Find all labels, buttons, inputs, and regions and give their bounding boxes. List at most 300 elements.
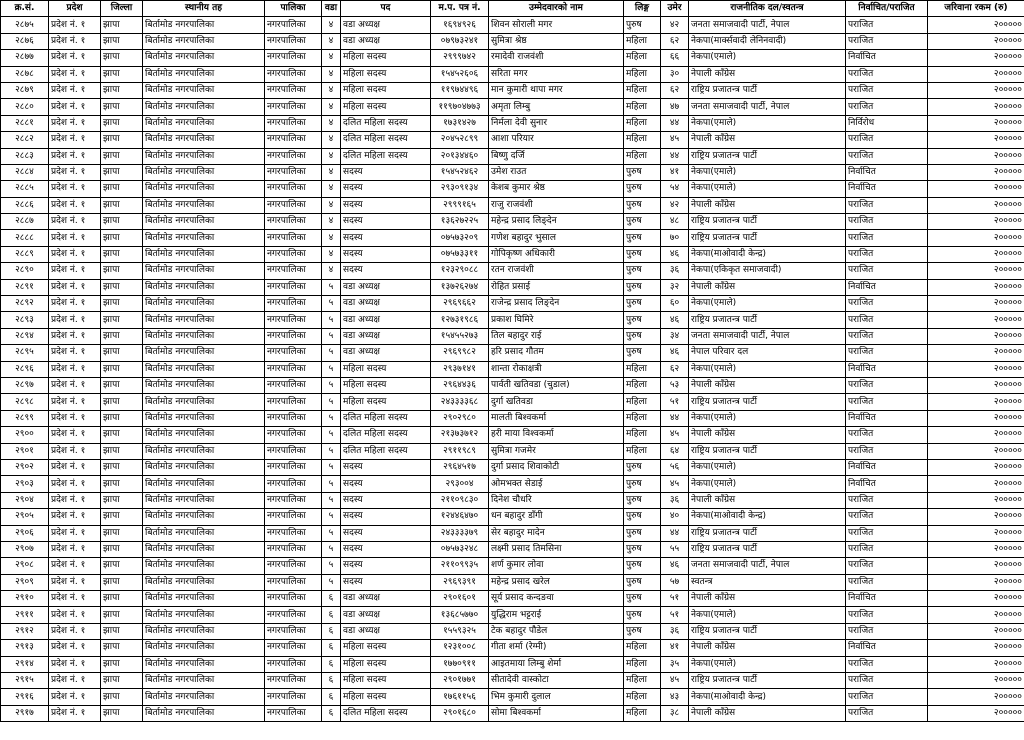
table-row bbox=[1, 656, 1024, 672]
cell-municipality-type: नगरपालिका bbox=[265, 476, 322, 492]
cell-party: जनता समाजवादी पार्टी, नेपाल bbox=[689, 328, 846, 344]
cell-post: वडा अध्यक्ष bbox=[341, 33, 431, 49]
cell-party: नेकपा(एमाले) bbox=[689, 164, 846, 180]
cell-fine-amount: २००००० bbox=[928, 132, 1024, 148]
cell-municipality-type: नगरपालिका bbox=[265, 230, 322, 246]
table-row bbox=[1, 132, 1024, 148]
cell-candidate-name: गीता शर्मा (रेग्मी) bbox=[489, 640, 624, 656]
table-row bbox=[1, 427, 1024, 443]
table-row bbox=[1, 459, 1024, 475]
cell-age: ३६ bbox=[661, 263, 689, 279]
cell-province: प्रदेश नं. १ bbox=[49, 443, 101, 459]
cell-party: राष्ट्रिय प्रजातन्त्र पार्टी bbox=[689, 673, 846, 689]
cell-result: पराजित bbox=[846, 230, 928, 246]
cell-gender: महिला bbox=[624, 99, 661, 115]
cell-ward: ६ bbox=[322, 591, 341, 607]
cell-ward: ५ bbox=[322, 492, 341, 508]
cell-result: पराजित bbox=[846, 689, 928, 705]
cell-post: सदस्य bbox=[341, 509, 431, 525]
table-row bbox=[1, 705, 1024, 721]
cell-district: झापा bbox=[101, 377, 143, 393]
cell-party: नेकपा(माओवादी केन्द्र) bbox=[689, 509, 846, 525]
table-row bbox=[1, 443, 1024, 459]
header-party: राजनीतिक दल/स्वतन्त्र bbox=[689, 1, 846, 17]
cell-result: पराजित bbox=[846, 345, 928, 361]
cell-ward: ४ bbox=[322, 132, 341, 148]
cell-ward: ५ bbox=[322, 296, 341, 312]
cell-gender: पुरुष bbox=[624, 312, 661, 328]
cell-age: ४५ bbox=[661, 673, 689, 689]
cell-local-level: बिर्तामोड नगरपालिका bbox=[143, 623, 265, 639]
cell-age: ५१ bbox=[661, 394, 689, 410]
cell-district: झापा bbox=[101, 230, 143, 246]
cell-municipality-type: नगरपालिका bbox=[265, 312, 322, 328]
cell-province: प्रदेश नं. १ bbox=[49, 377, 101, 393]
cell-age: ४२ bbox=[661, 197, 689, 213]
cell-ward: ४ bbox=[322, 263, 341, 279]
cell-age: ४१ bbox=[661, 164, 689, 180]
cell-candidate-name: दिनेश चौधरि bbox=[489, 492, 624, 508]
cell-province: प्रदेश नं. १ bbox=[49, 345, 101, 361]
header-serial-no: क्र.सं. bbox=[1, 1, 49, 17]
cell-ward: ५ bbox=[322, 345, 341, 361]
cell-province: प्रदेश नं. १ bbox=[49, 410, 101, 426]
cell-province: प्रदेश नं. १ bbox=[49, 115, 101, 131]
cell-province: प्रदेश नं. १ bbox=[49, 574, 101, 590]
cell-serial-no: २९०१ bbox=[1, 443, 49, 459]
cell-candidate-name: गोपिकृष्ण अधिकारी bbox=[489, 246, 624, 262]
cell-candidate-name: आइतमाया लिम्बु शेर्मा bbox=[489, 656, 624, 672]
cell-municipality-type: नगरपालिका bbox=[265, 361, 322, 377]
cell-gender: महिला bbox=[624, 410, 661, 426]
cell-candidate-name: दुर्गा खतिवडा bbox=[489, 394, 624, 410]
cell-province: प्रदेश नं. १ bbox=[49, 246, 101, 262]
table-row bbox=[1, 50, 1024, 66]
cell-post: दलित महिला सदस्य bbox=[341, 148, 431, 164]
cell-age: ६६ bbox=[661, 50, 689, 66]
cell-province: प्रदेश नं. १ bbox=[49, 99, 101, 115]
cell-post: वडा अध्यक्ष bbox=[341, 623, 431, 639]
cell-serial-no: २९१४ bbox=[1, 656, 49, 672]
cell-municipality-type: नगरपालिका bbox=[265, 214, 322, 230]
cell-candidate-name: शान्ता रोकाक्षत्री bbox=[489, 361, 624, 377]
header-district: जिल्ला bbox=[101, 1, 143, 17]
cell-province: प्रदेश नं. १ bbox=[49, 296, 101, 312]
table-row bbox=[1, 345, 1024, 361]
cell-province: प्रदेश नं. १ bbox=[49, 640, 101, 656]
cell-gender: पुरुष bbox=[624, 459, 661, 475]
cell-voter-id: २९३०९१३४ bbox=[431, 181, 489, 197]
cell-post: महिला सदस्य bbox=[341, 50, 431, 66]
cell-municipality-type: नगरपालिका bbox=[265, 509, 322, 525]
cell-age: ४० bbox=[661, 509, 689, 525]
cell-ward: ६ bbox=[322, 623, 341, 639]
cell-ward: ४ bbox=[322, 82, 341, 98]
cell-local-level: बिर्तामोड नगरपालिका bbox=[143, 476, 265, 492]
cell-local-level: बिर्तामोड नगरपालिका bbox=[143, 214, 265, 230]
cell-fine-amount: २००००० bbox=[928, 361, 1024, 377]
cell-ward: ५ bbox=[322, 394, 341, 410]
cell-province: प्रदेश नं. १ bbox=[49, 427, 101, 443]
cell-ward: ४ bbox=[322, 50, 341, 66]
cell-party: नेकपा(एमाले) bbox=[689, 296, 846, 312]
cell-province: प्रदेश नं. १ bbox=[49, 66, 101, 82]
cell-post: वडा अध्यक्ष bbox=[341, 296, 431, 312]
cell-province: प्रदेश नं. १ bbox=[49, 197, 101, 213]
cell-local-level: बिर्तामोड नगरपालिका bbox=[143, 377, 265, 393]
header-post: पद bbox=[341, 1, 431, 17]
cell-result: पराजित bbox=[846, 328, 928, 344]
cell-candidate-name: बिष्णु दर्जि bbox=[489, 148, 624, 164]
cell-local-level: बिर्तामोड नगरपालिका bbox=[143, 164, 265, 180]
cell-gender: महिला bbox=[624, 50, 661, 66]
cell-district: झापा bbox=[101, 99, 143, 115]
cell-gender: पुरुष bbox=[624, 17, 661, 33]
cell-result: निर्वाचित bbox=[846, 591, 928, 607]
cell-gender: महिला bbox=[624, 394, 661, 410]
cell-local-level: बिर्तामोड नगरपालिका bbox=[143, 558, 265, 574]
cell-post: दलित महिला सदस्य bbox=[341, 443, 431, 459]
cell-fine-amount: २००००० bbox=[928, 115, 1024, 131]
cell-gender: महिला bbox=[624, 33, 661, 49]
cell-ward: ४ bbox=[322, 164, 341, 180]
cell-post: सदस्य bbox=[341, 214, 431, 230]
cell-voter-id: २९६४५१७ bbox=[431, 459, 489, 475]
cell-post: सदस्य bbox=[341, 459, 431, 475]
cell-post: वडा अध्यक्ष bbox=[341, 312, 431, 328]
cell-district: झापा bbox=[101, 50, 143, 66]
cell-gender: पुरुष bbox=[624, 525, 661, 541]
table-row bbox=[1, 558, 1024, 574]
cell-province: प्रदेश नं. १ bbox=[49, 623, 101, 639]
cell-post: महिला सदस्य bbox=[341, 361, 431, 377]
cell-serial-no: २८७५ bbox=[1, 17, 49, 33]
cell-serial-no: २९१६ bbox=[1, 689, 49, 705]
cell-fine-amount: २००००० bbox=[928, 164, 1024, 180]
cell-serial-no: २९१७ bbox=[1, 705, 49, 721]
cell-age: ४५ bbox=[661, 476, 689, 492]
cell-ward: ५ bbox=[322, 525, 341, 541]
cell-serial-no: २९१० bbox=[1, 591, 49, 607]
table-row bbox=[1, 623, 1024, 639]
cell-fine-amount: २००००० bbox=[928, 705, 1024, 721]
cell-municipality-type: नगरपालिका bbox=[265, 328, 322, 344]
cell-voter-id: २४३३३३७९ bbox=[431, 525, 489, 541]
cell-ward: ६ bbox=[322, 705, 341, 721]
cell-province: प्रदेश नं. १ bbox=[49, 607, 101, 623]
cell-candidate-name: राजेन्द्र प्रसाद लिङ्देन bbox=[489, 296, 624, 312]
cell-age: ४८ bbox=[661, 214, 689, 230]
cell-candidate-name: आशा परियार bbox=[489, 132, 624, 148]
cell-post: महिला सदस्य bbox=[341, 66, 431, 82]
cell-party: राष्ट्रिय प्रजातन्त्र पार्टी bbox=[689, 214, 846, 230]
cell-candidate-name: गणेश बहादुर भुसाल bbox=[489, 230, 624, 246]
cell-municipality-type: नगरपालिका bbox=[265, 394, 322, 410]
cell-age: ४५ bbox=[661, 132, 689, 148]
cell-gender: पुरुष bbox=[624, 623, 661, 639]
cell-party: नेकपा(एकिकृत समाजवादी) bbox=[689, 263, 846, 279]
cell-age: ५१ bbox=[661, 591, 689, 607]
cell-municipality-type: नगरपालिका bbox=[265, 443, 322, 459]
cell-result: निर्वाचित bbox=[846, 181, 928, 197]
cell-local-level: बिर्तामोड नगरपालिका bbox=[143, 607, 265, 623]
cell-voter-id: २९०१६०१ bbox=[431, 591, 489, 607]
cell-province: प्रदेश नं. १ bbox=[49, 82, 101, 98]
cell-province: प्रदेश नं. १ bbox=[49, 492, 101, 508]
cell-result: पराजित bbox=[846, 427, 928, 443]
cell-voter-id: ०७५७३२०९ bbox=[431, 230, 489, 246]
cell-fine-amount: २००००० bbox=[928, 296, 1024, 312]
cell-age: ३६ bbox=[661, 623, 689, 639]
cell-serial-no: २८७६ bbox=[1, 33, 49, 49]
cell-candidate-name: ओमभक्त सेडाई bbox=[489, 476, 624, 492]
cell-province: प्रदेश नं. १ bbox=[49, 17, 101, 33]
cell-province: प्रदेश नं. १ bbox=[49, 705, 101, 721]
cell-age: ५७ bbox=[661, 574, 689, 590]
cell-local-level: बिर्तामोड नगरपालिका bbox=[143, 574, 265, 590]
cell-serial-no: २९१२ bbox=[1, 623, 49, 639]
cell-ward: ४ bbox=[322, 99, 341, 115]
cell-district: झापा bbox=[101, 492, 143, 508]
cell-serial-no: २९०२ bbox=[1, 459, 49, 475]
cell-gender: पुरुष bbox=[624, 230, 661, 246]
cell-fine-amount: २००००० bbox=[928, 427, 1024, 443]
cell-municipality-type: नगरपालिका bbox=[265, 66, 322, 82]
cell-gender: महिला bbox=[624, 132, 661, 148]
cell-post: महिला सदस्य bbox=[341, 394, 431, 410]
cell-province: प्रदेश नं. १ bbox=[49, 361, 101, 377]
cell-candidate-name: रोहित प्रसाई bbox=[489, 279, 624, 295]
cell-result: पराजित bbox=[846, 377, 928, 393]
cell-post: दलित महिला सदस्य bbox=[341, 132, 431, 148]
cell-voter-id: २९६९३९१ bbox=[431, 574, 489, 590]
cell-party: जनता समाजवादी पार्टी, नेपाल bbox=[689, 558, 846, 574]
cell-local-level: बिर्तामोड नगरपालिका bbox=[143, 115, 265, 131]
cell-fine-amount: २००००० bbox=[928, 279, 1024, 295]
cell-post: दलित महिला सदस्य bbox=[341, 427, 431, 443]
cell-province: प्रदेश नं. १ bbox=[49, 525, 101, 541]
cell-local-level: बिर्तामोड नगरपालिका bbox=[143, 361, 265, 377]
cell-gender: महिला bbox=[624, 148, 661, 164]
cell-result: पराजित bbox=[846, 148, 928, 164]
cell-district: झापा bbox=[101, 263, 143, 279]
cell-party: राष्ट्रिय प्रजातन्त्र पार्टी bbox=[689, 541, 846, 557]
cell-age: ४७ bbox=[661, 99, 689, 115]
cell-serial-no: २९०८ bbox=[1, 558, 49, 574]
cell-district: झापा bbox=[101, 312, 143, 328]
cell-result: निर्वाचित bbox=[846, 164, 928, 180]
cell-fine-amount: २००००० bbox=[928, 443, 1024, 459]
cell-fine-amount: २००००० bbox=[928, 640, 1024, 656]
cell-serial-no: २८९९ bbox=[1, 410, 49, 426]
cell-district: झापा bbox=[101, 82, 143, 98]
cell-gender: महिला bbox=[624, 705, 661, 721]
cell-age: ३८ bbox=[661, 705, 689, 721]
cell-gender: पुरुष bbox=[624, 476, 661, 492]
cell-ward: ४ bbox=[322, 230, 341, 246]
cell-post: महिला सदस्य bbox=[341, 689, 431, 705]
cell-party: जनता समाजवादी पार्टी, नेपाल bbox=[689, 17, 846, 33]
cell-district: झापा bbox=[101, 33, 143, 49]
cell-municipality-type: नगरपालिका bbox=[265, 525, 322, 541]
cell-local-level: बिर्तामोड नगरपालिका bbox=[143, 509, 265, 525]
table-row bbox=[1, 541, 1024, 557]
cell-municipality-type: नगरपालिका bbox=[265, 345, 322, 361]
cell-municipality-type: नगरपालिका bbox=[265, 17, 322, 33]
table-row bbox=[1, 17, 1024, 33]
cell-fine-amount: २००००० bbox=[928, 394, 1024, 410]
cell-ward: ५ bbox=[322, 410, 341, 426]
cell-gender: पुरुष bbox=[624, 345, 661, 361]
cell-post: महिला सदस्य bbox=[341, 656, 431, 672]
cell-province: प्रदेश नं. १ bbox=[49, 459, 101, 475]
cell-gender: पुरुष bbox=[624, 164, 661, 180]
cell-age: ४४ bbox=[661, 525, 689, 541]
cell-municipality-type: नगरपालिका bbox=[265, 246, 322, 262]
cell-province: प्रदेश नं. १ bbox=[49, 394, 101, 410]
cell-ward: ६ bbox=[322, 689, 341, 705]
cell-voter-id: १२३२९०८८ bbox=[431, 263, 489, 279]
cell-post: दलित महिला सदस्य bbox=[341, 115, 431, 131]
cell-municipality-type: नगरपालिका bbox=[265, 410, 322, 426]
table-row bbox=[1, 246, 1024, 262]
cell-party: नेकपा(एमाले) bbox=[689, 459, 846, 475]
cell-province: प्रदेश नं. १ bbox=[49, 656, 101, 672]
cell-municipality-type: नगरपालिका bbox=[265, 132, 322, 148]
cell-district: झापा bbox=[101, 345, 143, 361]
cell-voter-id: ०७९७३२४१ bbox=[431, 33, 489, 49]
cell-voter-id: ०७५७३२४८ bbox=[431, 541, 489, 557]
cell-candidate-name: प्रकाश घिमिरे bbox=[489, 312, 624, 328]
cell-local-level: बिर्तामोड नगरपालिका bbox=[143, 640, 265, 656]
cell-gender: पुरुष bbox=[624, 296, 661, 312]
cell-voter-id: २९६४४३६ bbox=[431, 377, 489, 393]
cell-post: सदस्य bbox=[341, 263, 431, 279]
cell-fine-amount: २००००० bbox=[928, 574, 1024, 590]
header-gender: लिङ्ग bbox=[624, 1, 661, 17]
cell-municipality-type: नगरपालिका bbox=[265, 82, 322, 98]
cell-serial-no: २८९३ bbox=[1, 312, 49, 328]
cell-result: निर्वाचित bbox=[846, 279, 928, 295]
header-age: उमेर bbox=[661, 1, 689, 17]
cell-fine-amount: २००००० bbox=[928, 246, 1024, 262]
cell-candidate-name: निर्मला देवी सुनार bbox=[489, 115, 624, 131]
cell-ward: ५ bbox=[322, 574, 341, 590]
cell-district: झापा bbox=[101, 427, 143, 443]
cell-voter-id: १२७३१९८६ bbox=[431, 312, 489, 328]
cell-fine-amount: २००००० bbox=[928, 558, 1024, 574]
cell-gender: पुरुष bbox=[624, 541, 661, 557]
cell-province: प्रदेश नं. १ bbox=[49, 230, 101, 246]
cell-municipality-type: नगरपालिका bbox=[265, 99, 322, 115]
cell-age: ४४ bbox=[661, 148, 689, 164]
cell-ward: ४ bbox=[322, 197, 341, 213]
header-local-level: स्थानीय तह bbox=[143, 1, 265, 17]
cell-gender: महिला bbox=[624, 656, 661, 672]
cell-fine-amount: २००००० bbox=[928, 181, 1024, 197]
cell-party: नेकपा(माओवादी केन्द्र) bbox=[689, 246, 846, 262]
cell-district: झापा bbox=[101, 623, 143, 639]
cell-district: झापा bbox=[101, 476, 143, 492]
cell-serial-no: २९१५ bbox=[1, 673, 49, 689]
cell-age: ४४ bbox=[661, 410, 689, 426]
cell-voter-id: १७७०९११ bbox=[431, 656, 489, 672]
cell-age: ६२ bbox=[661, 82, 689, 98]
cell-fine-amount: २००००० bbox=[928, 328, 1024, 344]
cell-municipality-type: नगरपालिका bbox=[265, 197, 322, 213]
cell-party: नेपाली काँग्रेस bbox=[689, 640, 846, 656]
cell-result: निर्वाचित bbox=[846, 50, 928, 66]
cell-voter-id: २९९९१६५ bbox=[431, 197, 489, 213]
cell-age: ४१ bbox=[661, 640, 689, 656]
cell-age: ६० bbox=[661, 296, 689, 312]
cell-candidate-name: सरिता मगर bbox=[489, 66, 624, 82]
cell-result: पराजित bbox=[846, 509, 928, 525]
cell-district: झापा bbox=[101, 673, 143, 689]
cell-ward: ६ bbox=[322, 673, 341, 689]
cell-gender: पुरुष bbox=[624, 214, 661, 230]
cell-gender: महिला bbox=[624, 361, 661, 377]
cell-municipality-type: नगरपालिका bbox=[265, 115, 322, 131]
cell-ward: ४ bbox=[322, 17, 341, 33]
cell-province: प्रदेश नं. १ bbox=[49, 312, 101, 328]
cell-post: सदस्य bbox=[341, 476, 431, 492]
cell-gender: महिला bbox=[624, 427, 661, 443]
cell-local-level: बिर्तामोड नगरपालिका bbox=[143, 33, 265, 49]
cell-gender: पुरुष bbox=[624, 181, 661, 197]
cell-district: झापा bbox=[101, 689, 143, 705]
cell-candidate-name: पार्वती खतिवडा (चुडाल) bbox=[489, 377, 624, 393]
cell-province: प्रदेश नं. १ bbox=[49, 328, 101, 344]
cell-serial-no: २९०६ bbox=[1, 525, 49, 541]
cell-result: पराजित bbox=[846, 17, 928, 33]
cell-local-level: बिर्तामोड नगरपालिका bbox=[143, 492, 265, 508]
cell-serial-no: २८८७ bbox=[1, 214, 49, 230]
cell-ward: ४ bbox=[322, 246, 341, 262]
cell-serial-no: २९०० bbox=[1, 427, 49, 443]
cell-result: पराजित bbox=[846, 623, 928, 639]
cell-voter-id: १२४४६४७० bbox=[431, 509, 489, 525]
cell-age: ५४ bbox=[661, 181, 689, 197]
cell-municipality-type: नगरपालिका bbox=[265, 164, 322, 180]
cell-fine-amount: २००००० bbox=[928, 50, 1024, 66]
cell-party: नेपाली काँग्रेस bbox=[689, 66, 846, 82]
cell-ward: ४ bbox=[322, 214, 341, 230]
cell-gender: पुरुष bbox=[624, 591, 661, 607]
cell-voter-id: २९९९७४२ bbox=[431, 50, 489, 66]
cell-ward: ४ bbox=[322, 148, 341, 164]
cell-candidate-name: धन बहादुर डाँगी bbox=[489, 509, 624, 525]
cell-candidate-name: सीतादेवी वास्कोटा bbox=[489, 673, 624, 689]
cell-result: निर्वाचित bbox=[846, 410, 928, 426]
cell-voter-id: १३६२७२२५ bbox=[431, 214, 489, 230]
cell-age: ४६ bbox=[661, 312, 689, 328]
cell-serial-no: २८८५ bbox=[1, 181, 49, 197]
table-row bbox=[1, 328, 1024, 344]
cell-voter-id: ११९७०४७७३ bbox=[431, 99, 489, 115]
cell-fine-amount: २००००० bbox=[928, 673, 1024, 689]
cell-candidate-name: मान कुमारी थापा मगर bbox=[489, 82, 624, 98]
cell-province: प्रदेश नं. १ bbox=[49, 214, 101, 230]
header-result: निर्वाचित/पराजित bbox=[846, 1, 928, 17]
cell-province: प्रदेश नं. १ bbox=[49, 689, 101, 705]
cell-party: नेकपा(एमाले) bbox=[689, 410, 846, 426]
cell-post: दलित महिला सदस्य bbox=[341, 705, 431, 721]
cell-result: पराजित bbox=[846, 541, 928, 557]
cell-candidate-name: राजु राजवंशी bbox=[489, 197, 624, 213]
cell-age: ४६ bbox=[661, 345, 689, 361]
cell-voter-id: १३६८५७७० bbox=[431, 607, 489, 623]
